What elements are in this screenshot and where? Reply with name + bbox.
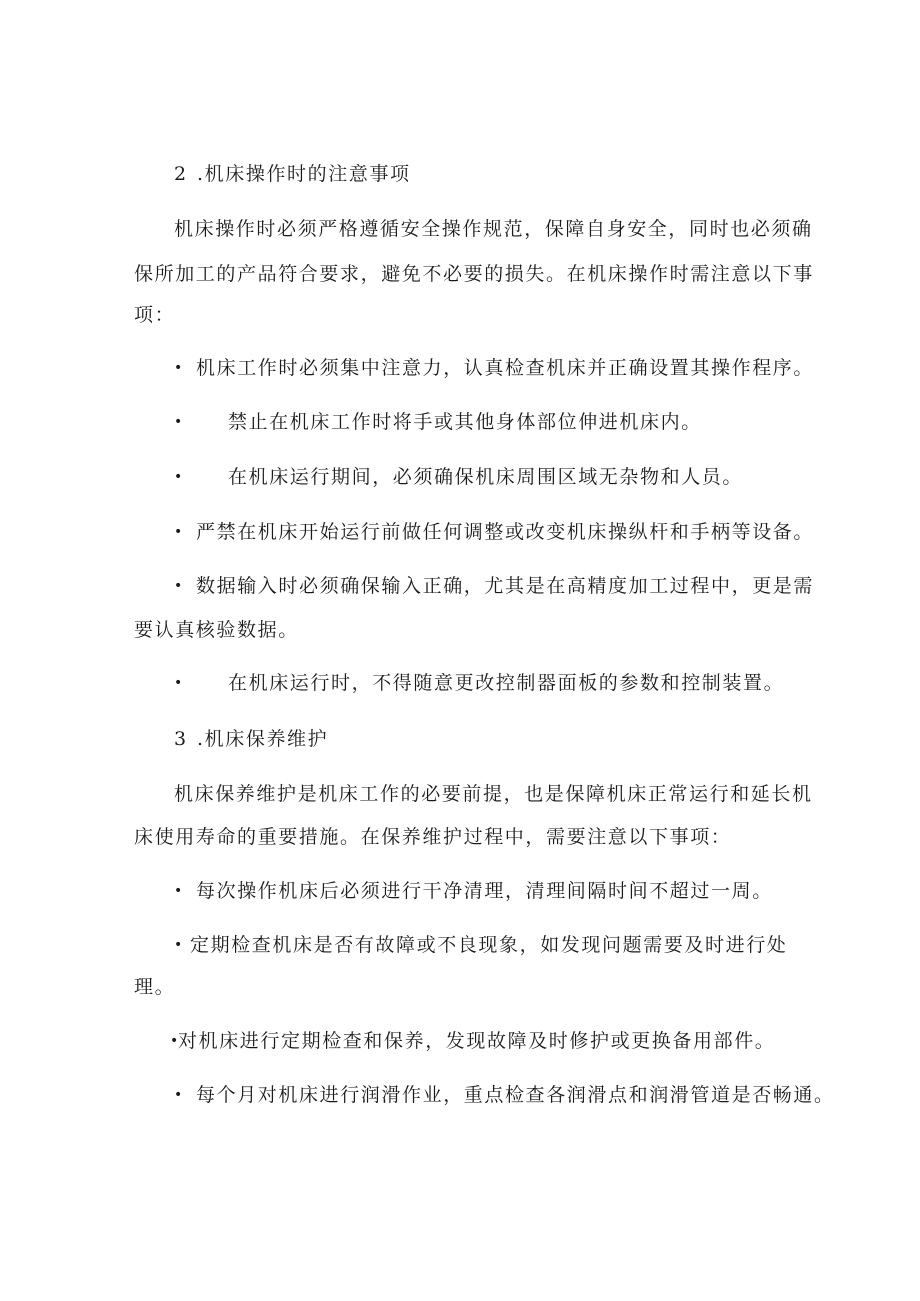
bullet-symbol: • bbox=[174, 524, 184, 540]
section-2-intro-line-1: 机床操作时必须严格遵循安全操作规范，保障自身安全，同时也必须确 bbox=[174, 218, 813, 240]
bullet-symbol: • bbox=[174, 578, 184, 594]
section-2-item-6: 在机床运行时，不得随意更改控制器面板的参数和控制装置。 bbox=[228, 672, 785, 694]
section-3-item-2-line-1: 定期检查机床是否有故障或不良现象，如发现问题需要及时进行处 bbox=[190, 934, 788, 956]
bullet-symbol: • bbox=[174, 360, 184, 376]
section-3-title: .机床保养维护 bbox=[197, 728, 329, 750]
section-2-item-1: 机床工作时必须集中注意力，认真检查机床并正确设置其操作程序。 bbox=[196, 357, 815, 379]
section-2-item-4: 严禁在机床开始运行前做任何调整或改变机床操纵杆和手柄等设备。 bbox=[196, 521, 815, 543]
section-3-intro-line-2: 床使用寿命的重要措施。在保养维护过程中，需要注意以下事项： bbox=[134, 826, 732, 848]
section-2-item-3: 在机床运行期间，必须确保机床周围区域无杂物和人员。 bbox=[228, 466, 744, 488]
section-2-intro-line-3: 项： bbox=[134, 304, 176, 326]
bullet-symbol: • bbox=[174, 1087, 184, 1103]
bullet-symbol: • bbox=[174, 883, 184, 899]
section-3-item-1: 每次操作机床后必须进行干净清理，清理间隔时间不超过一周。 bbox=[196, 880, 773, 902]
section-3-item-3: 对机床进行定期检查和保养，发现故障及时修护或更换备用部件。 bbox=[178, 1030, 776, 1052]
section-2-item-5-line-1: 数据输入时必须确保输入正确，尤其是在高精度加工过程中，更是需 bbox=[196, 575, 815, 597]
bullet-symbol: • bbox=[174, 675, 184, 691]
section-3-item-4: 每个月对机床进行润滑作业，重点检查各润滑点和润滑管道是否畅通。 bbox=[196, 1084, 835, 1106]
section-3-item-2-line-2: 理。 bbox=[134, 976, 176, 998]
section-2-number: 2 bbox=[174, 163, 188, 185]
section-2-item-5-line-2: 要认真核验数据。 bbox=[134, 619, 299, 641]
section-2-title: .机床操作时的注意事项 bbox=[197, 163, 411, 185]
section-3-number: 3 bbox=[174, 728, 188, 750]
bullet-symbol: • bbox=[170, 1033, 180, 1049]
bullet-symbol: • bbox=[174, 469, 184, 485]
section-2-item-2: 禁止在机床工作时将手或其他身体部位伸进机床内。 bbox=[228, 411, 702, 433]
section-3-intro-line-1: 机床保养维护是机床工作的必要前提，也是保障机床正常运行和延长机 bbox=[174, 783, 813, 805]
bullet-symbol: • bbox=[174, 414, 184, 430]
section-2-intro-line-2: 保所加工的产品符合要求，避免不必要的损失。在机床操作时需注意以下事 bbox=[134, 263, 814, 285]
bullet-symbol: • bbox=[174, 937, 184, 953]
